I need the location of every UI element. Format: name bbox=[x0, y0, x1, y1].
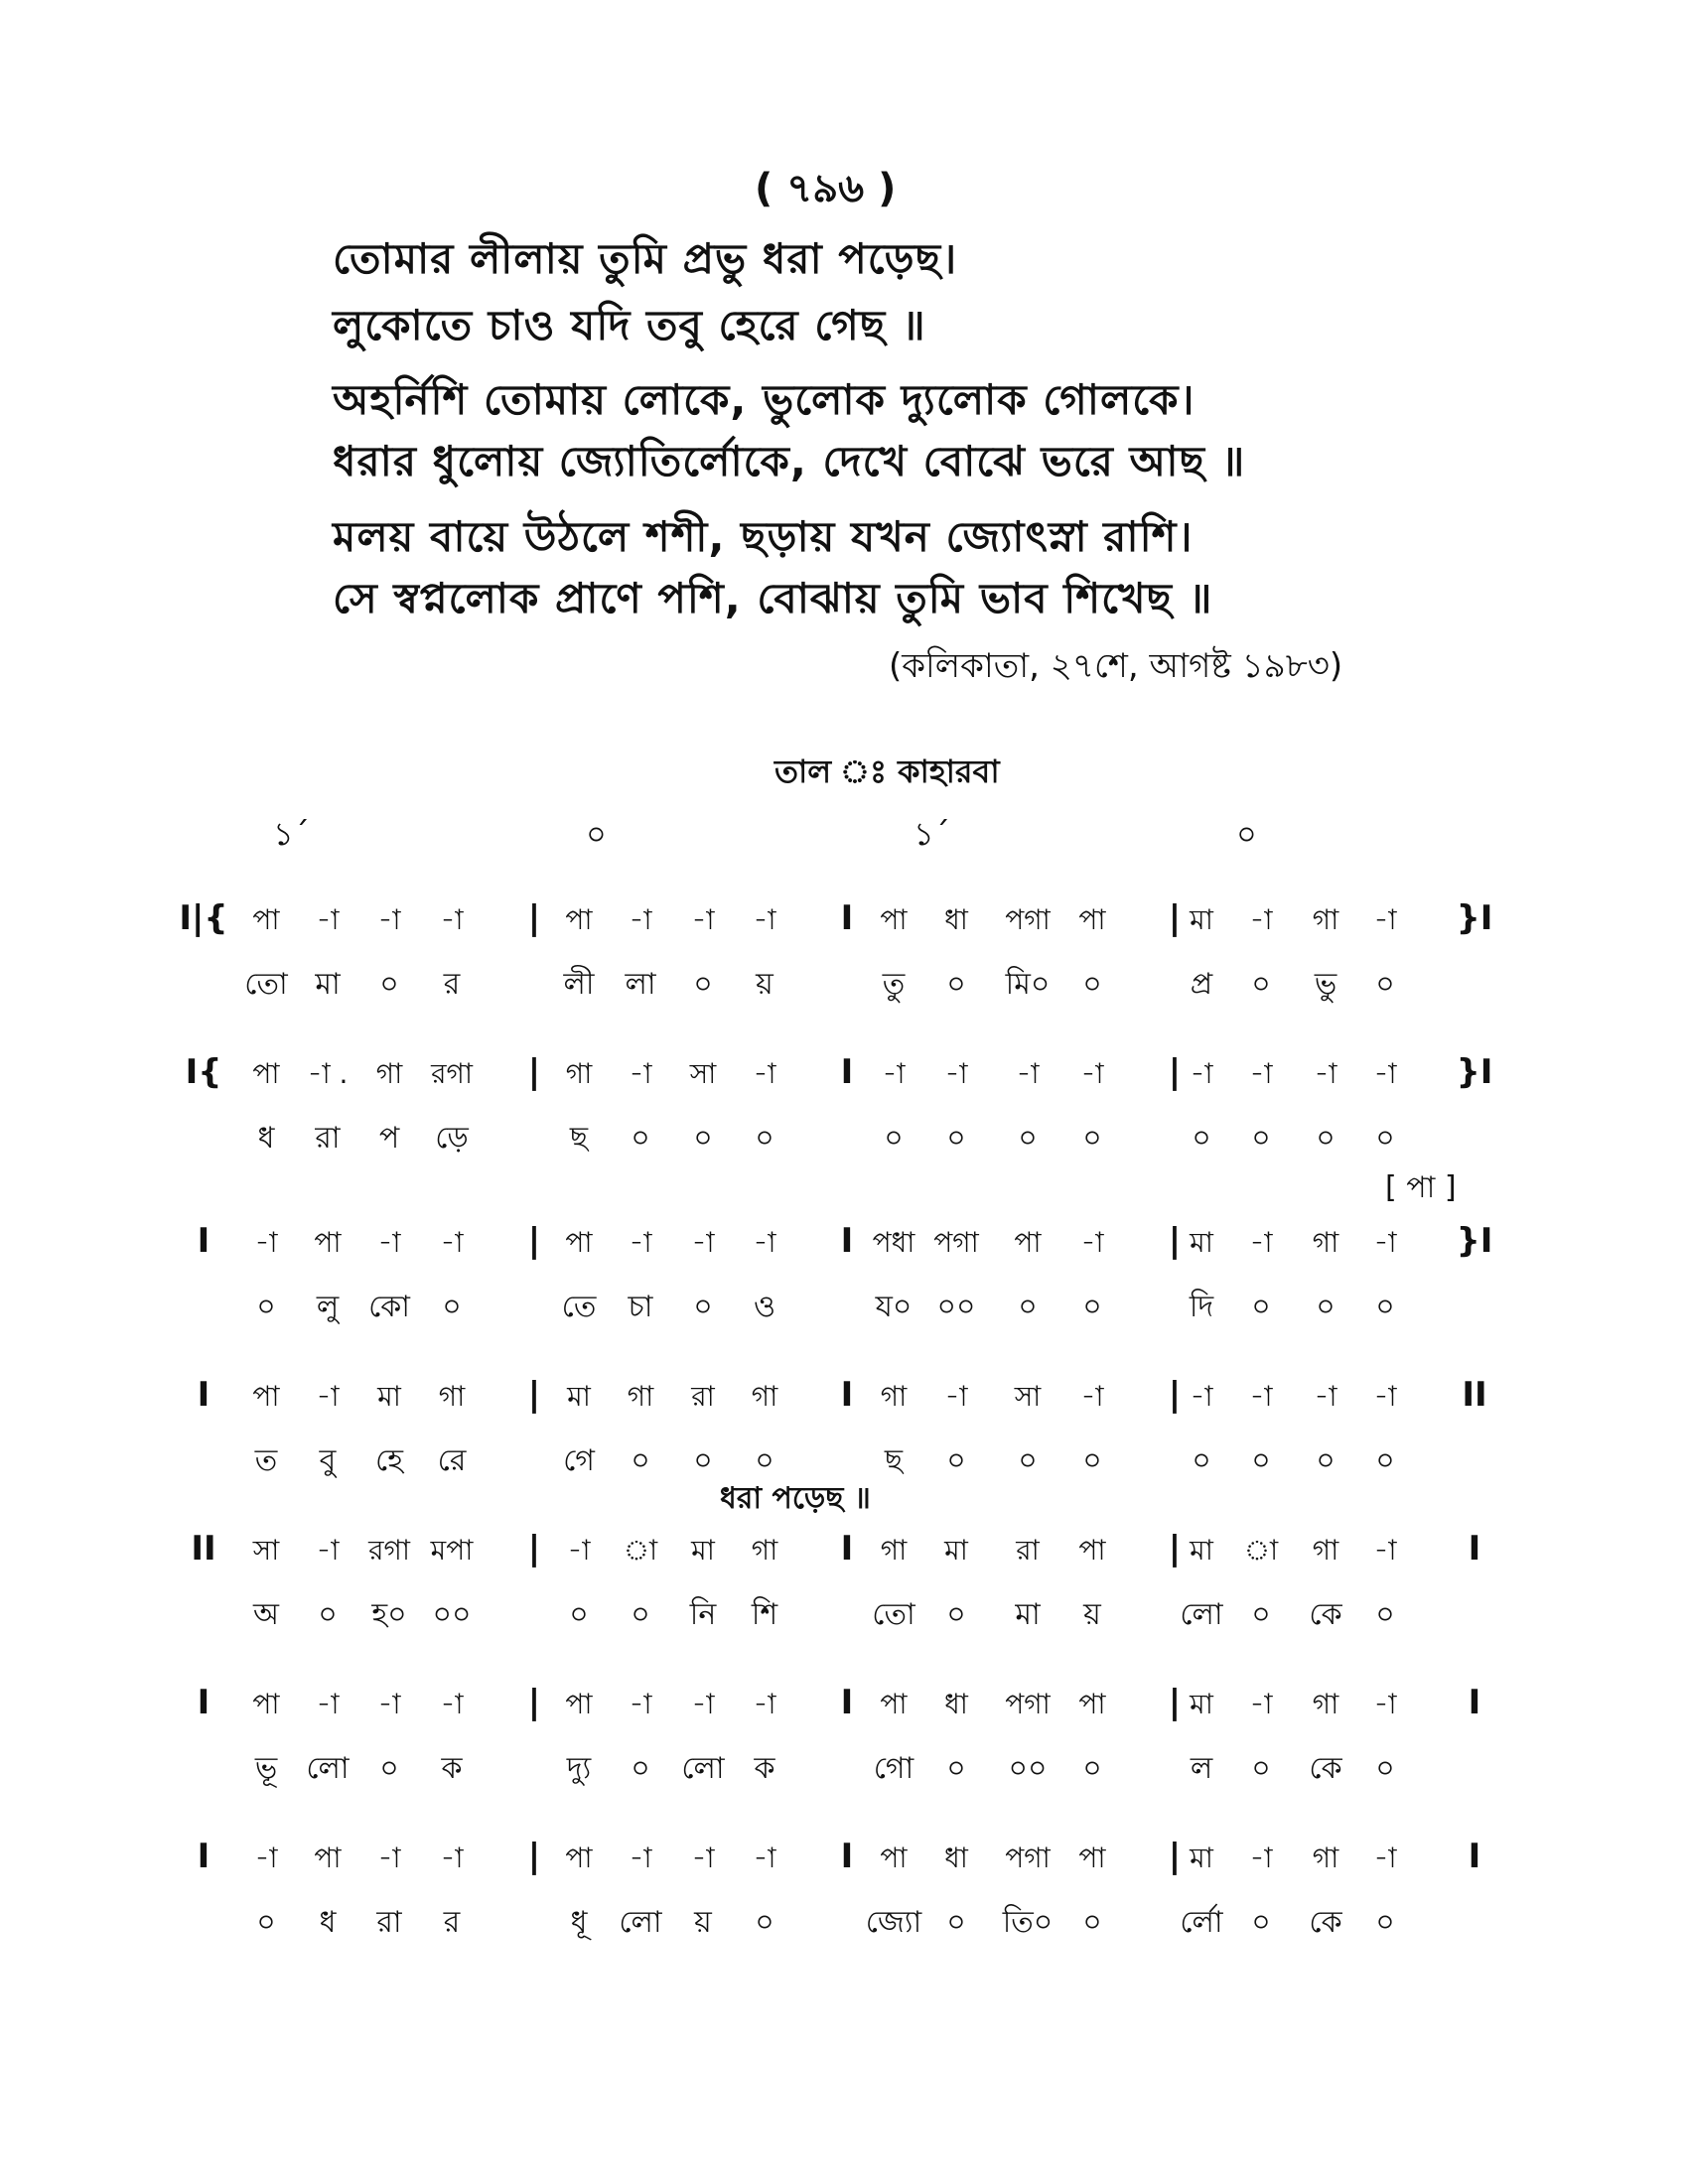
syllable: ০ bbox=[1082, 967, 1102, 1002]
syllable: দি bbox=[1189, 1290, 1214, 1324]
syllable: গো bbox=[873, 1751, 914, 1786]
syllable: ০ bbox=[1375, 1443, 1395, 1478]
song-number: ( ৭৯৬ ) bbox=[755, 166, 897, 211]
syllable: য় bbox=[756, 967, 774, 1002]
syllable: ০ bbox=[1316, 1443, 1336, 1478]
syllable: ০ bbox=[1082, 1121, 1102, 1156]
note: -া bbox=[316, 1534, 340, 1567]
syllable-row bbox=[0, 1114, 1688, 1161]
syllable: ত bbox=[254, 1443, 278, 1478]
syllable: ০ bbox=[1375, 1751, 1395, 1786]
note: -া bbox=[1249, 1380, 1273, 1413]
syllable: প bbox=[378, 1121, 400, 1156]
bar-line: II bbox=[1462, 1375, 1487, 1415]
notation-row bbox=[0, 1375, 1688, 1423]
syllable: ছ bbox=[569, 1121, 589, 1156]
note: -া bbox=[440, 1842, 464, 1874]
syllable: বু bbox=[319, 1443, 337, 1478]
bar-line: I bbox=[840, 1221, 854, 1261]
bar-line: I bbox=[197, 1837, 211, 1876]
note: -া . bbox=[307, 1057, 349, 1090]
note: -া bbox=[316, 903, 340, 936]
note: মপা bbox=[430, 1534, 474, 1567]
syllable: য০ bbox=[875, 1290, 913, 1324]
bar-line: I bbox=[840, 1683, 854, 1722]
syllable: নি bbox=[689, 1597, 717, 1632]
note: পা bbox=[314, 1842, 342, 1874]
syllable: ছ bbox=[884, 1443, 904, 1478]
syllable: কে bbox=[1309, 1751, 1342, 1786]
note: রা bbox=[1016, 1534, 1040, 1567]
syllable: ০ bbox=[379, 967, 399, 1002]
note: পা bbox=[565, 1842, 593, 1874]
syllable: ০ bbox=[693, 1443, 713, 1478]
note: পা bbox=[252, 1057, 280, 1090]
syllable: ক bbox=[754, 1751, 775, 1786]
syllable: তি০ bbox=[1002, 1905, 1054, 1940]
syllable: ০ bbox=[1251, 1751, 1271, 1786]
note: া bbox=[623, 1534, 658, 1567]
note: -া bbox=[691, 1226, 715, 1259]
syllable: শি bbox=[751, 1597, 778, 1632]
syllable: ০০ bbox=[1008, 1751, 1048, 1786]
syllable: কো bbox=[368, 1290, 410, 1324]
bar-line: | bbox=[1168, 1052, 1182, 1092]
bar-line: I bbox=[840, 898, 854, 938]
bar-line: | bbox=[527, 1375, 541, 1415]
syllable: ০ bbox=[1375, 1597, 1395, 1632]
note: পা bbox=[1078, 903, 1106, 936]
notation-row bbox=[0, 1529, 1688, 1576]
note: -া bbox=[1373, 1380, 1397, 1413]
note: -া bbox=[440, 1226, 464, 1259]
lyric-line-3: অহর্নিশি তোমায় লোকে, ভুলোক দ্যুলোক গোলকে। bbox=[333, 375, 1196, 424]
syllable: র bbox=[443, 967, 461, 1002]
syllable: য় bbox=[1083, 1597, 1101, 1632]
syllable: ০ bbox=[318, 1597, 338, 1632]
note: -া bbox=[567, 1534, 591, 1567]
syllable: কে bbox=[1309, 1905, 1342, 1940]
syllable: ০ bbox=[1251, 1121, 1271, 1156]
note: পা bbox=[880, 1688, 908, 1720]
note: সা bbox=[1014, 1380, 1042, 1413]
syllable-row bbox=[0, 1898, 1688, 1946]
note: -া bbox=[1373, 1226, 1397, 1259]
syllable: ০ bbox=[631, 1443, 650, 1478]
syllable: ০ bbox=[1251, 1597, 1271, 1632]
bar-line: I bbox=[840, 1529, 854, 1569]
note: পা bbox=[252, 1688, 280, 1720]
note: -া bbox=[377, 1688, 401, 1720]
syllable: ধূ bbox=[570, 1905, 588, 1940]
syllable: ০ bbox=[1018, 1443, 1038, 1478]
note: -া bbox=[1314, 1380, 1337, 1413]
syllable: ও bbox=[753, 1290, 776, 1324]
note: গা bbox=[627, 1380, 654, 1413]
note: মা bbox=[567, 1380, 591, 1413]
lyric-line-5: মলয় বায়ে উঠলে শশী, ছড়ায় যখন জ্যোৎস্না রাশি। bbox=[333, 512, 1194, 561]
note: -া bbox=[1190, 1057, 1213, 1090]
syllable: হে bbox=[375, 1443, 403, 1478]
bar-line: | bbox=[527, 1221, 541, 1261]
note: পগা bbox=[933, 1226, 979, 1259]
note: পা bbox=[252, 1380, 280, 1413]
note: -া bbox=[1016, 1057, 1040, 1090]
note: -া bbox=[882, 1057, 906, 1090]
note: -া bbox=[440, 903, 464, 936]
syllable: ০ bbox=[946, 1751, 966, 1786]
notation-row bbox=[0, 1683, 1688, 1730]
note: মা bbox=[1190, 1534, 1213, 1567]
alternate-note-bracket: [ পা ] bbox=[1385, 1170, 1457, 1205]
taal-heading: তাল ঃ কাহারবা bbox=[774, 752, 1000, 790]
note: -া bbox=[254, 1842, 278, 1874]
note: মা bbox=[691, 1534, 715, 1567]
note: পগা bbox=[1005, 1842, 1051, 1874]
note: সা bbox=[252, 1534, 280, 1567]
note: পা bbox=[565, 1688, 593, 1720]
syllable: ০ bbox=[256, 1290, 276, 1324]
note: -া bbox=[254, 1226, 278, 1259]
note: পা bbox=[252, 903, 280, 936]
note: া bbox=[1243, 1534, 1279, 1567]
syllable: ০ bbox=[946, 967, 966, 1002]
note: গা bbox=[1312, 903, 1339, 936]
syllable: ০ bbox=[631, 1121, 650, 1156]
bar-line: I bbox=[197, 1221, 211, 1261]
note: -া bbox=[1080, 1380, 1104, 1413]
syllable: র bbox=[443, 1905, 461, 1940]
note: -া bbox=[944, 1380, 968, 1413]
syllable: ০০ bbox=[936, 1290, 976, 1324]
syllable: ০ bbox=[693, 967, 713, 1002]
lyric-line-2: লুকোতে চাও যদি তবু হেরে গেছ ॥ bbox=[333, 301, 926, 349]
note: -া bbox=[1080, 1226, 1104, 1259]
note: পগা bbox=[1005, 903, 1051, 936]
bar-line: | bbox=[1168, 898, 1182, 938]
note: পা bbox=[1014, 1226, 1042, 1259]
syllable: ল bbox=[1190, 1751, 1213, 1786]
syllable: দ্যু bbox=[566, 1751, 592, 1786]
note: গা bbox=[375, 1057, 403, 1090]
note: মা bbox=[1190, 1842, 1213, 1874]
note: পধা bbox=[872, 1226, 915, 1259]
syllable: লী bbox=[563, 967, 595, 1002]
syllable: তো bbox=[244, 967, 288, 1002]
syllable: লো bbox=[306, 1751, 350, 1786]
note: পা bbox=[1078, 1688, 1106, 1720]
syllable: প্র bbox=[1190, 967, 1213, 1002]
note: -া bbox=[1373, 1688, 1397, 1720]
syllable: ০ bbox=[1192, 1121, 1211, 1156]
syllable: ০ bbox=[1316, 1290, 1336, 1324]
syllable: ০ bbox=[946, 1443, 966, 1478]
note: রা bbox=[691, 1380, 715, 1413]
note: মা bbox=[1190, 903, 1213, 936]
bar-line: I bbox=[197, 1683, 211, 1722]
syllable: ০ bbox=[1192, 1443, 1211, 1478]
note: -া bbox=[377, 903, 401, 936]
syllable: ০ bbox=[1251, 1290, 1271, 1324]
note: মা bbox=[1190, 1688, 1213, 1720]
syllable: ০ bbox=[569, 1597, 589, 1632]
note: -া bbox=[753, 1226, 776, 1259]
note: -া bbox=[1080, 1057, 1104, 1090]
note: -া bbox=[629, 1842, 652, 1874]
bar-line: }I bbox=[1456, 1221, 1493, 1261]
bar-line: | bbox=[527, 1529, 541, 1569]
beat-marker: ১´ bbox=[914, 815, 950, 853]
syllable: ০ bbox=[1251, 1905, 1271, 1940]
note: -া bbox=[753, 1057, 776, 1090]
note: পা bbox=[880, 1842, 908, 1874]
bar-line: | bbox=[1168, 1375, 1182, 1415]
note: গা bbox=[438, 1380, 466, 1413]
note: রগা bbox=[431, 1057, 473, 1090]
beat-marker: ১´ bbox=[273, 815, 310, 853]
syllable: রা bbox=[376, 1905, 402, 1940]
note: গা bbox=[751, 1534, 778, 1567]
syllable: ০ bbox=[946, 1597, 966, 1632]
syllable: ০ bbox=[1316, 1121, 1336, 1156]
bar-line: I|{ bbox=[179, 898, 228, 938]
note: -া bbox=[1373, 1842, 1397, 1874]
syllable: ০ bbox=[946, 1905, 966, 1940]
syllable: ০ bbox=[1375, 1905, 1395, 1940]
bar-line: | bbox=[527, 1052, 541, 1092]
syllable: চা bbox=[628, 1290, 653, 1324]
syllable: ০ bbox=[1375, 1290, 1395, 1324]
refrain-label: ধরা পড়েছ ॥ bbox=[720, 1481, 871, 1516]
note: ধা bbox=[944, 1688, 968, 1720]
syllable: ০ bbox=[1251, 1443, 1271, 1478]
note: -া bbox=[1249, 1842, 1273, 1874]
note: -া bbox=[377, 1842, 401, 1874]
syllable: ড়ে bbox=[435, 1121, 469, 1156]
note: গা bbox=[1312, 1688, 1339, 1720]
note: -া bbox=[440, 1688, 464, 1720]
note: -া bbox=[629, 903, 652, 936]
note: -া bbox=[691, 903, 715, 936]
notation-row bbox=[0, 898, 1688, 946]
bar-line: | bbox=[1168, 1529, 1182, 1569]
note: গা bbox=[751, 1380, 778, 1413]
note: গা bbox=[880, 1380, 908, 1413]
note: -া bbox=[1373, 1534, 1397, 1567]
note: পা bbox=[1078, 1534, 1106, 1567]
note: -া bbox=[316, 1688, 340, 1720]
syllable: ০ bbox=[1082, 1905, 1102, 1940]
syllable: ০০ bbox=[432, 1597, 472, 1632]
note: পা bbox=[314, 1226, 342, 1259]
syllable: মা bbox=[315, 967, 341, 1002]
syllable-row bbox=[0, 1590, 1688, 1638]
syllable: হ০ bbox=[371, 1597, 407, 1632]
note: -া bbox=[629, 1057, 652, 1090]
note: -া bbox=[1373, 1057, 1397, 1090]
bar-line: I bbox=[840, 1837, 854, 1876]
notation-row bbox=[0, 1221, 1688, 1269]
bar-line: | bbox=[1168, 1221, 1182, 1261]
syllable: মা bbox=[1015, 1597, 1041, 1632]
bar-line: I bbox=[1468, 1529, 1481, 1569]
syllable: লো bbox=[1180, 1597, 1223, 1632]
syllable: ০ bbox=[755, 1905, 774, 1940]
syllable: তে bbox=[561, 1290, 597, 1324]
syllable: ভূ bbox=[254, 1751, 278, 1786]
lyric-line-1: তোমার লীলায় তুমি প্রভু ধরা পড়েছ। bbox=[333, 234, 958, 283]
syllable: জ্যো bbox=[865, 1905, 922, 1940]
bar-line: }I bbox=[1456, 898, 1493, 938]
syllable: রা bbox=[315, 1121, 341, 1156]
note: পা bbox=[880, 903, 908, 936]
syllable: তু bbox=[882, 967, 906, 1002]
note: পা bbox=[1078, 1842, 1106, 1874]
note: ধা bbox=[944, 1842, 968, 1874]
note: পা bbox=[565, 1226, 593, 1259]
syllable: লু bbox=[316, 1290, 340, 1324]
bar-line: | bbox=[1168, 1683, 1182, 1722]
place-date: (কলিকাতা, ২৭শে, আগষ্ট ১৯৮৩) bbox=[889, 646, 1343, 686]
note: -া bbox=[1190, 1380, 1213, 1413]
note: -া bbox=[1249, 1057, 1273, 1090]
bar-line: }I bbox=[1456, 1052, 1493, 1092]
note: -া bbox=[1373, 903, 1397, 936]
syllable: ০ bbox=[1082, 1290, 1102, 1324]
note: গা bbox=[1312, 1226, 1339, 1259]
note: গা bbox=[880, 1534, 908, 1567]
note: -া bbox=[691, 1842, 715, 1874]
syllable-row bbox=[0, 1283, 1688, 1330]
note: মা bbox=[377, 1380, 401, 1413]
note: -া bbox=[753, 1688, 776, 1720]
syllable: ০ bbox=[693, 1121, 713, 1156]
note: গা bbox=[565, 1057, 593, 1090]
syllable: ০ bbox=[755, 1443, 774, 1478]
note: -া bbox=[753, 1842, 776, 1874]
note: ধা bbox=[944, 903, 968, 936]
syllable: ০ bbox=[1018, 1290, 1038, 1324]
syllable: ০ bbox=[1375, 967, 1395, 1002]
syllable: তো bbox=[872, 1597, 915, 1632]
note: পা bbox=[565, 903, 593, 936]
syllable: ধ bbox=[257, 1121, 275, 1156]
syllable: মি০ bbox=[1005, 967, 1051, 1002]
syllable: ০ bbox=[631, 1597, 650, 1632]
syllable: য় bbox=[694, 1905, 712, 1940]
note: -া bbox=[753, 903, 776, 936]
beat-marker: ০ bbox=[586, 815, 607, 853]
note: -া bbox=[1249, 1688, 1273, 1720]
note: -া bbox=[1314, 1057, 1337, 1090]
bar-line: II bbox=[191, 1529, 216, 1569]
syllable: ০ bbox=[755, 1121, 774, 1156]
bar-line: | bbox=[527, 1837, 541, 1876]
syllable: ০ bbox=[693, 1290, 713, 1324]
note: মা bbox=[1190, 1226, 1213, 1259]
syllable: র্লো bbox=[1180, 1905, 1223, 1940]
syllable: ০ bbox=[884, 1121, 904, 1156]
note: -া bbox=[629, 1688, 652, 1720]
bar-line: I bbox=[197, 1375, 211, 1415]
note: গা bbox=[1312, 1534, 1339, 1567]
bar-line: I{ bbox=[185, 1052, 222, 1092]
syllable: ধ bbox=[319, 1905, 337, 1940]
note: -া bbox=[629, 1226, 652, 1259]
syllable: ০ bbox=[946, 1121, 966, 1156]
bar-line: | bbox=[1168, 1837, 1182, 1876]
note: -া bbox=[1249, 903, 1273, 936]
syllable-row bbox=[0, 960, 1688, 1008]
syllable: গে bbox=[563, 1443, 595, 1478]
syllable: রে bbox=[437, 1443, 467, 1478]
bar-line: | bbox=[527, 898, 541, 938]
syllable: ০ bbox=[379, 1751, 399, 1786]
note: গা bbox=[1312, 1842, 1339, 1874]
syllable: ০ bbox=[442, 1290, 462, 1324]
syllable: ০ bbox=[1082, 1443, 1102, 1478]
syllable: অ bbox=[253, 1597, 279, 1632]
syllable: ০ bbox=[631, 1751, 650, 1786]
syllable: ০ bbox=[1251, 967, 1271, 1002]
syllable: ০ bbox=[256, 1905, 276, 1940]
note: মা bbox=[944, 1534, 968, 1567]
bar-line: | bbox=[527, 1683, 541, 1722]
syllable-row bbox=[0, 1744, 1688, 1792]
lyric-line-4: ধরার ধুলোয় জ্যোতির্লোকে, দেখে বোঝে ভরে আছ ॥ bbox=[333, 437, 1246, 485]
syllable: লো bbox=[619, 1905, 662, 1940]
beat-marker: ০ bbox=[1236, 815, 1257, 853]
syllable: ০ bbox=[1018, 1121, 1038, 1156]
bar-line: I bbox=[1468, 1837, 1481, 1876]
syllable: ক bbox=[441, 1751, 463, 1786]
bar-line: I bbox=[840, 1052, 854, 1092]
bar-line: I bbox=[840, 1375, 854, 1415]
syllable: ভু bbox=[1314, 967, 1337, 1002]
note: -া bbox=[1249, 1226, 1273, 1259]
notation-row bbox=[0, 1052, 1688, 1100]
note: -া bbox=[316, 1380, 340, 1413]
syllable: লো bbox=[681, 1751, 725, 1786]
note: -া bbox=[944, 1057, 968, 1090]
syllable: কে bbox=[1309, 1597, 1342, 1632]
syllable: লা bbox=[625, 967, 656, 1002]
lyric-line-6: সে স্বপ্নলোক প্রাণে পশি, বোঝায় তুমি ভাব শিখেছ ॥ bbox=[333, 574, 1213, 622]
syllable: ০ bbox=[1375, 1121, 1395, 1156]
bar-line: I bbox=[1468, 1683, 1481, 1722]
note: -া bbox=[691, 1688, 715, 1720]
note: রগা bbox=[368, 1534, 410, 1567]
note: সা bbox=[689, 1057, 717, 1090]
note: পগা bbox=[1005, 1688, 1051, 1720]
note: -া bbox=[377, 1226, 401, 1259]
notation-row bbox=[0, 1837, 1688, 1884]
syllable: ০ bbox=[1082, 1751, 1102, 1786]
